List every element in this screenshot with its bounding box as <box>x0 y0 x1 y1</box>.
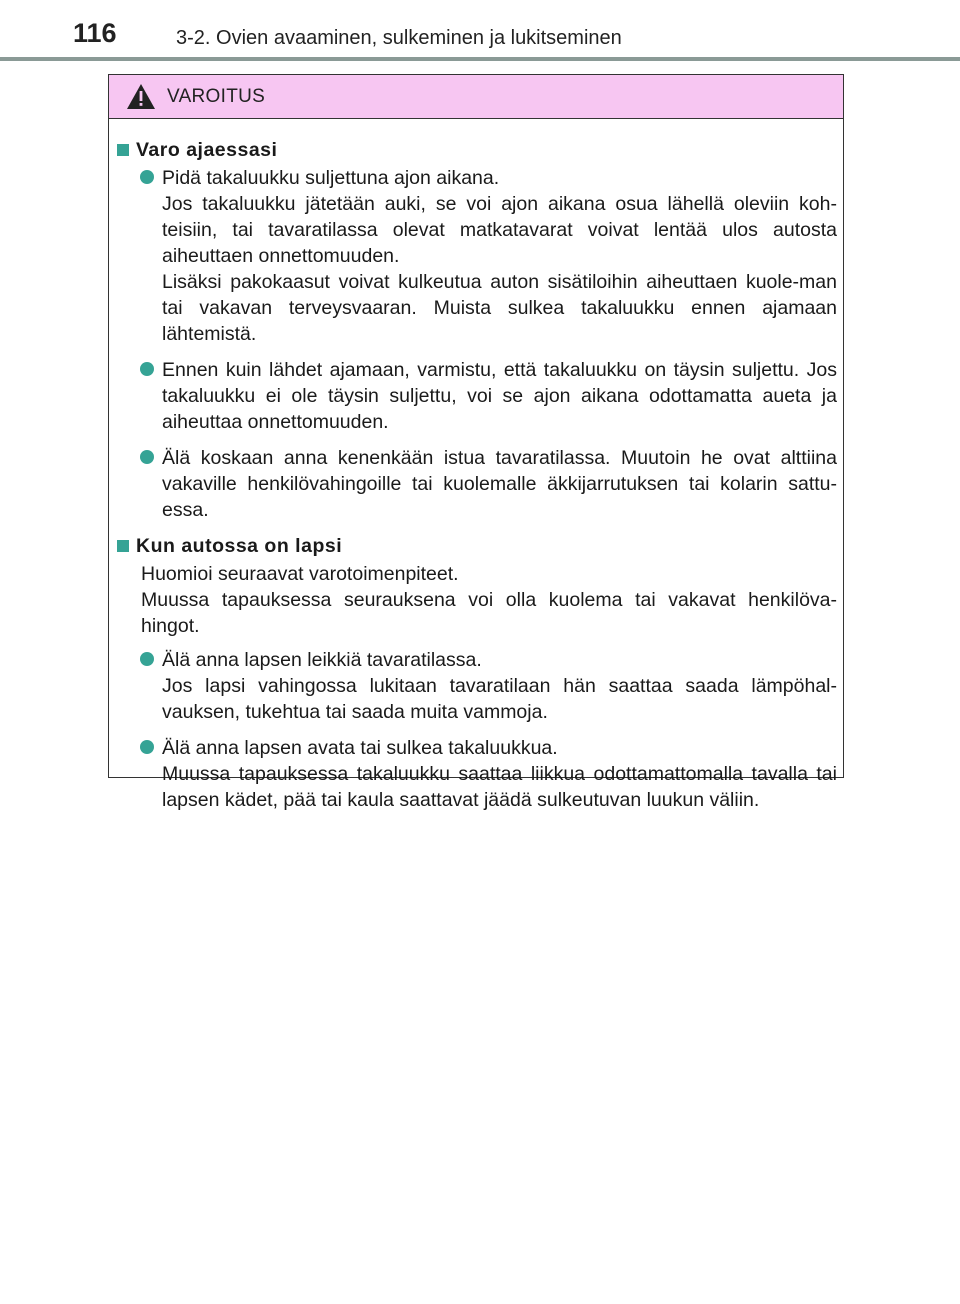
subheading-text: Varo ajaessasi <box>136 139 278 161</box>
subheading-text: Kun autossa on lapsi <box>136 535 343 557</box>
intro-line: Huomioi seuraavat varotoimenpiteet. <box>141 563 459 585</box>
list-item <box>117 165 837 347</box>
item-line: Pidä takaluukku suljettuna ajon aikana. <box>162 167 500 189</box>
item-line: Muussa tapauksessa takaluukku saattaa liikkua odottamattomalla tavalla tai lapsen kädet, pää tai kaula saattavat jäädä sulkeutuvan luukun väliin. <box>162 763 837 811</box>
warning-triangle-icon <box>126 83 156 110</box>
warning-body <box>109 119 843 813</box>
subheading-driving <box>117 137 837 163</box>
round-bullet-icon <box>140 450 154 464</box>
warning-header <box>109 75 843 119</box>
item-line: Lisäksi pakokaasut voivat kulkeutua auton sisätiloihin aiheuttaen kuole-man tai vakavan terveysvaaran. Muista sulkea takaluukku ennen ajamaan lähtemistä. <box>162 271 837 345</box>
list-item <box>117 647 837 725</box>
item-line: Jos lapsi vahingossa lukitaan tavaratilaan hän saattaa saada lämpöhal-vauksen, tukehtua tai saada muita vammoja. <box>162 675 837 723</box>
subheading-child <box>117 533 837 559</box>
warning-box <box>108 74 844 811</box>
header-divider <box>0 57 960 61</box>
item-line: Jos takaluukku jätetään auki, se voi ajon aikana osua lähellä oleviin koh-teisiin, tai tavaratilassa olevat matkatavarat voivat lentää ulos autosta aiheuttaen onnettomuuden. <box>162 193 837 267</box>
intro-paragraph <box>117 561 837 639</box>
item-line: Ennen kuin lähdet ajamaan, varmistu, että takaluukku on täysin suljettu. Jos takaluukku ei ole täysin suljettu, voi se ajon aikana odottamatta aueta ja aiheuttaa onnettomuuden. <box>162 359 837 433</box>
item-line: Älä koskaan anna kenenkään istua tavaratilassa. Muutoin he ovat alttiina vakaville henkilövahingoille tai kuolemalle äkkijarrutuksen tai kolarin sattu-essa. <box>162 447 837 521</box>
round-bullet-icon <box>140 652 154 666</box>
item-line: Älä anna lapsen avata tai sulkea takaluukkua. <box>162 737 558 759</box>
warning-label: VAROITUS <box>167 86 266 107</box>
square-bullet-icon <box>117 144 129 156</box>
page-header <box>0 0 960 64</box>
list-item <box>117 735 837 813</box>
round-bullet-icon <box>140 740 154 754</box>
item-line: Älä anna lapsen leikkiä tavaratilassa. <box>162 649 482 671</box>
square-bullet-icon <box>117 540 129 552</box>
round-bullet-icon <box>140 170 154 184</box>
page-number: 116 <box>73 18 117 48</box>
round-bullet-icon <box>140 362 154 376</box>
section-title: 3-2. Ovien avaaminen, sulkeminen ja lukitseminen <box>176 27 622 49</box>
intro-line: Muussa tapauksessa seurauksena voi olla kuolema tai vakavat henkilöva-hingot. <box>141 589 837 637</box>
list-item <box>117 357 837 435</box>
list-item <box>117 445 837 523</box>
